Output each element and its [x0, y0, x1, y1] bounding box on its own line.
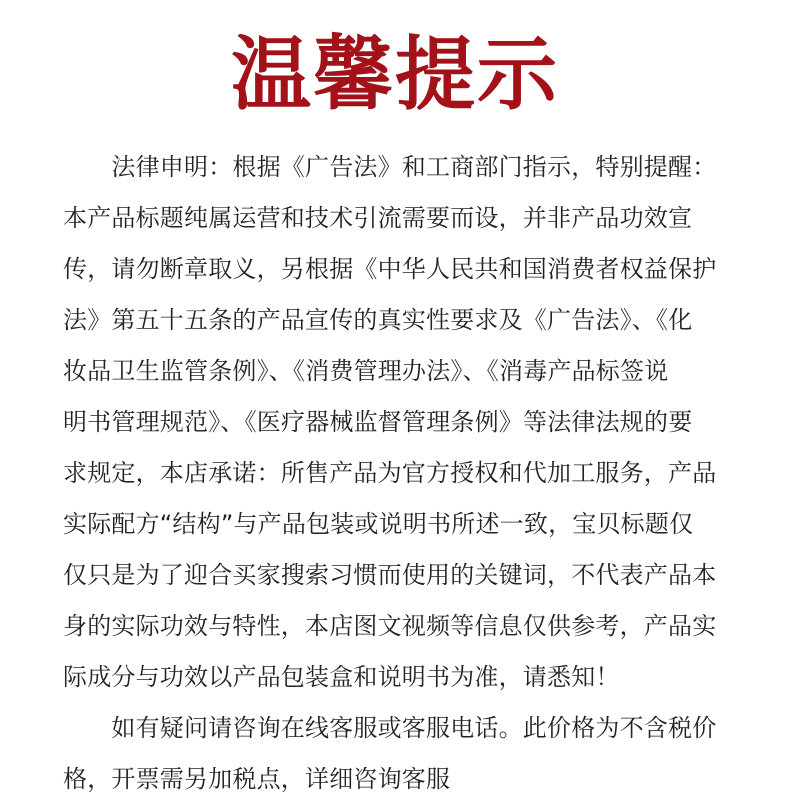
notice-body	[63, 147, 725, 810]
notice-line: 格，开票需另加税点，详细咨询客服	[63, 765, 451, 793]
notice-line: 法律申明：根据《广告法》和工商部门指示，特别提醒：	[63, 153, 717, 181]
notice-line: 求规定，本店承诺：所售产品为官方授权和代加工服务，产品	[63, 459, 717, 487]
notice-line: 传，请勿断章取义，另根据《中华人民共和国消费者权益保护	[63, 255, 717, 283]
notice-line: 如有疑问请咨询在线客服或客服电话。此价格为不含税价	[63, 714, 717, 742]
notice-line: 本产品标题纯属运营和技术引流需要而设，并非产品功效宣	[63, 204, 693, 232]
notice-line: 身的实际功效与特性，本店图文视频等信息仅供参考，产品实	[63, 612, 717, 640]
notice-line: 仅只是为了迎合买家搜索习惯而使用的关键词，不代表产品本	[63, 561, 717, 589]
notice-line: 妆品卫生监管条例》、《消费管理办法》、《消毒产品标签说	[63, 357, 669, 385]
notice-line: 际成分与功效以产品包装盒和说明书为准，请悉知！	[63, 663, 620, 691]
page-title: 温馨提示	[231, 28, 559, 121]
notice-line: 明书管理规范》、《医疗器械监督管理条例》等法律法规的要	[63, 408, 693, 436]
notice-line: 法》第五十五条的产品宣传的真实性要求及《广告法》、《化	[63, 306, 693, 334]
notice-line: 实际配方“结构”与产品包装或说明书所述一致，宝贝标题仅	[63, 510, 694, 538]
